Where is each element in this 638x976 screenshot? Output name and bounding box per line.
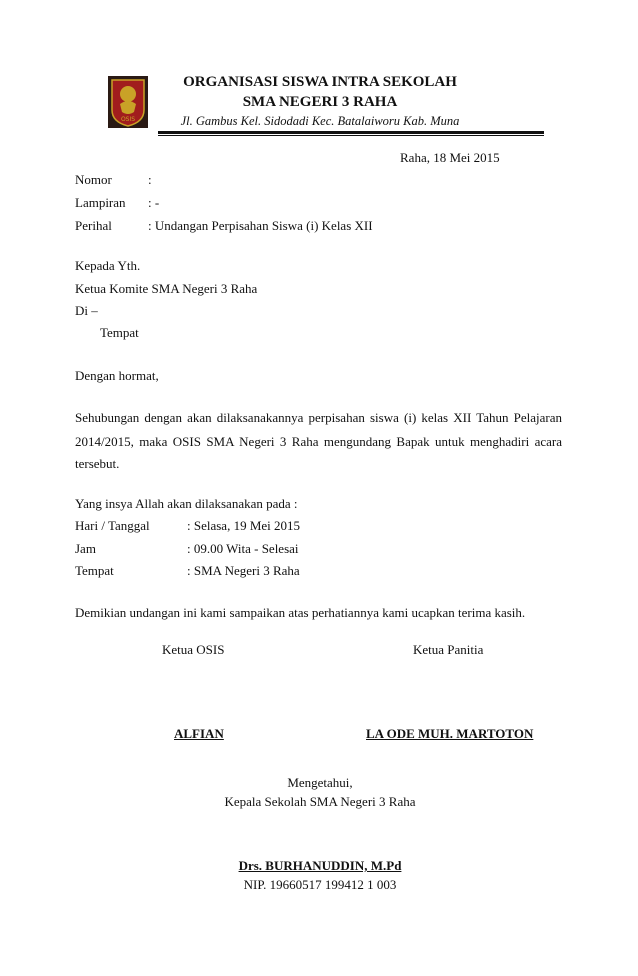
principal-name-text: Drs. BURHANUDDIN, M.Pd (238, 858, 402, 873)
perihal-label: Perihal (75, 218, 112, 233)
lampiran-value: : - (148, 195, 160, 210)
left-sign-title: Ketua OSIS (162, 642, 225, 657)
schedule-place-value: : SMA Negeri 3 Raha (187, 563, 300, 578)
schedule-date-value: : Selasa, 19 Mei 2015 (187, 518, 301, 533)
perihal-value: : Undangan Perpisahan Siswa (i) Kelas XII (148, 218, 373, 233)
school-name: SMA NEGERI 3 RAHA (242, 94, 398, 110)
principal-nip: NIP. 19660517 199412 1 003 (243, 877, 397, 892)
header-rule-thin (158, 135, 544, 136)
recipient-line3: Di – (75, 303, 98, 318)
greeting: Dengan hormat, (75, 368, 159, 383)
right-sign-name: LA ODE MUH. MARTOTON (366, 726, 534, 741)
org-name: ORGANISASI SISWA INTRA SEKOLAH (183, 74, 457, 90)
recipient-line4: Tempat (100, 325, 139, 340)
principal-name (120, 858, 520, 874)
schedule-date-label: Hari / Tanggal (75, 518, 150, 533)
body-line3: tersebut. (75, 456, 120, 471)
left-sign-name: ALFIAN (174, 726, 224, 741)
schedule-place-label: Tempat (75, 563, 114, 578)
school-address: Jl. Gambus Kel. Sidodadi Kec. Batalaiworu Kab. Muna (180, 114, 460, 128)
place-date: Raha, 18 Mei 2015 (400, 150, 500, 165)
schedule-time-value: : 09.00 Wita - Selesai (187, 541, 299, 556)
osis-logo (108, 76, 148, 128)
body-line1: Sehubungan dengan akan dilaksanakannya perpisahan siswa (i) kelas XII Tahun Pelajaran (75, 410, 562, 425)
recipient-line1: Kepada Yth. (75, 258, 141, 273)
lampiran-label: Lampiran (75, 195, 126, 210)
header-rule (158, 131, 544, 134)
nomor-value: : (148, 172, 152, 187)
principal-title: Kepala Sekolah SMA Negeri 3 Raha (224, 794, 416, 809)
logo-text: OSIS (120, 116, 136, 123)
right-sign-title: Ketua Panitia (413, 642, 484, 657)
schedule-intro: Yang insya Allah akan dilaksanakan pada : (75, 496, 298, 511)
closing-text: Demikian undangan ini kami sampaikan atas perhatiannya kami ucapkan terima kasih. (75, 605, 526, 620)
schedule-time-label: Jam (75, 541, 96, 556)
body-line2: 2014/2015, maka OSIS SMA Negeri 3 Raha mengundang Bapak untuk menghadiri acara (75, 434, 562, 449)
nomor-label: Nomor (75, 172, 112, 187)
recipient-line2: Ketua Komite SMA Negeri 3 Raha (75, 281, 258, 296)
acknowledged-label: Mengetahui, (287, 775, 353, 790)
